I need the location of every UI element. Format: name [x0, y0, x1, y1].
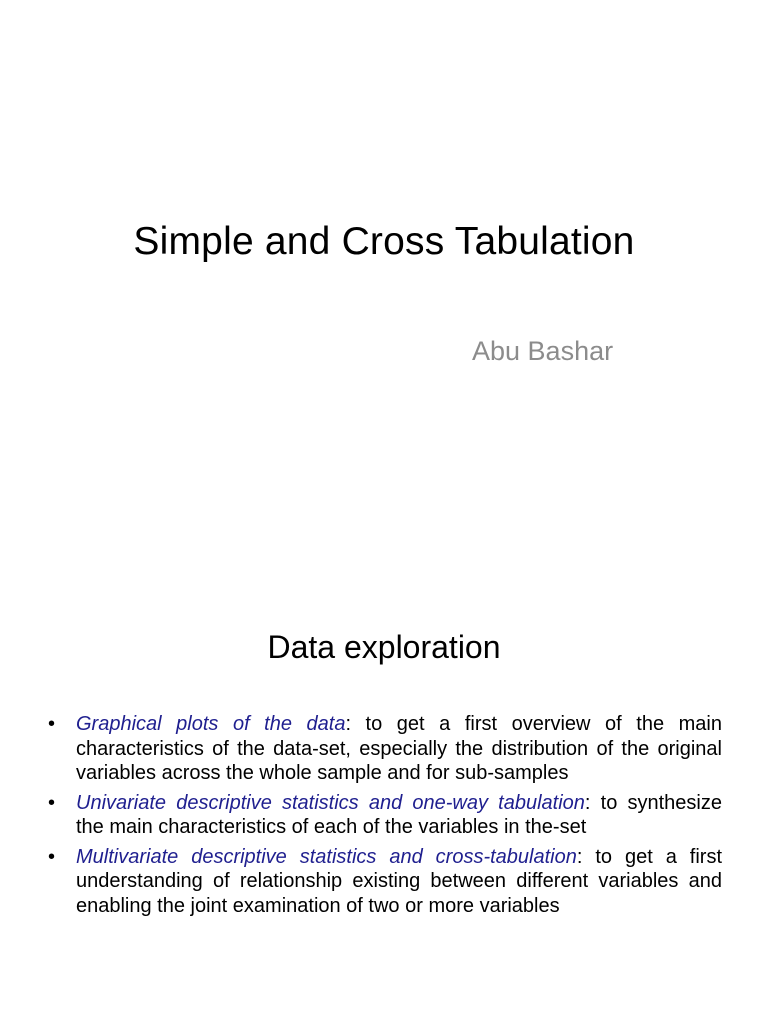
bullet-term: Multivariate descriptive statistics and cross-tabulation: [76, 845, 577, 868]
bullet-icon: •: [48, 791, 56, 814]
bullet-text: : to get a first overview of the main characteristics of the data-set, especially the distribution of the original variables across the whole sample and for sub-samples: [76, 713, 722, 784]
content-slide: [0, 576, 768, 1024]
bullet-icon: •: [48, 713, 56, 735]
bullet-term: Graphical plots of the data: [76, 713, 346, 735]
bullet-item: [48, 712, 722, 786]
bullet-item: [48, 791, 722, 840]
slide-title: Simple and Cross Tabulation: [133, 220, 635, 263]
bullet-icon: •: [48, 845, 56, 868]
bullet-item: [48, 845, 722, 919]
bullet-text: : to get a first understanding of relationship existing between different variables and enabling the joint examination of two or more variables: [76, 845, 723, 917]
bullet-list: [48, 712, 722, 923]
slide-heading: Data exploration: [267, 629, 501, 665]
author-name: Abu Bashar: [472, 336, 614, 366]
bullet-term: Univariate descriptive statistics and one-way tabulation: [76, 791, 585, 814]
bullet-text: : to synthesize the main characteristics of each of the variables in the-set: [76, 791, 722, 838]
